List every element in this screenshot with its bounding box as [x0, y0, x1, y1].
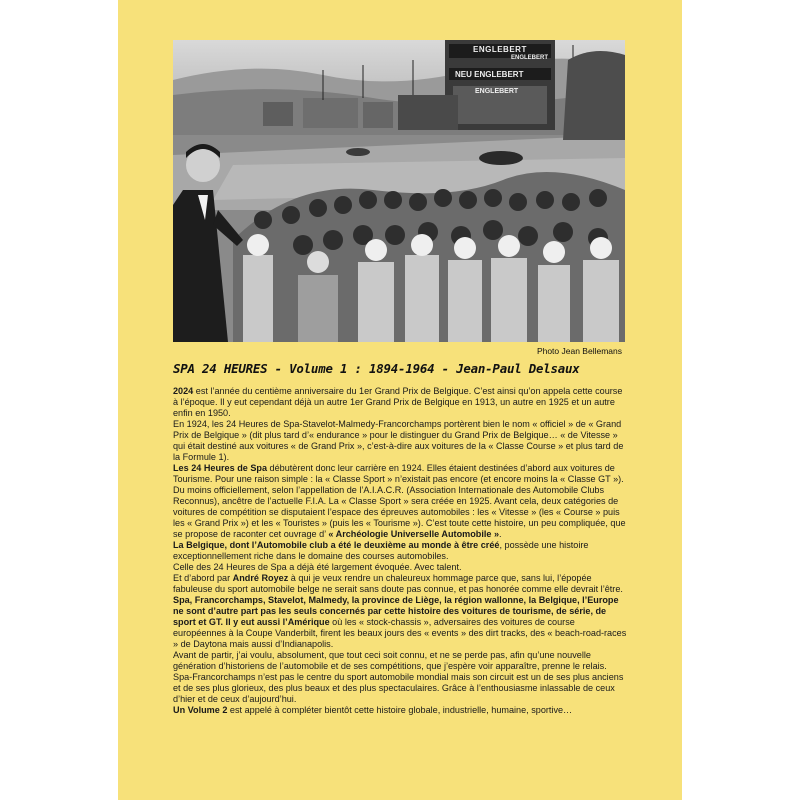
photo-credit: Photo Jean Bellemans [536, 346, 622, 356]
text: est appelé à compléter bientôt cette histoire globale, industrielle, humaine, sportive… [227, 705, 573, 715]
text: est l’année du centième anniversaire du 1er Grand Prix de Belgique. C’est ainsi qu’on appela cette course à l’époque. Il y eut cependant déjà un autre 1er Grand Prix de Belgique en 1913, un autre en 1925 et un autre enfin en 1950. [173, 386, 623, 418]
sign-englebert-3: ENGLEBERT [475, 88, 519, 95]
paragraph [173, 573, 628, 595]
bold-text: André Royez [232, 573, 289, 583]
text: Avant de partir, j’ai voulu, absolument, que tout ceci soit connu, et ne se perde pas, afin qu’une nouvelle génération d’historiens de l’automobile et de ses compétitions, que j’espère voir apparaître, prenne le relais. Spa-Francorchamps n’est pas le centre du sport automobile mondial mais son circuit est un de ses plus anciens et de ses plus glorieux, des plus beaux et des plus spectaculaires. Grâce à l’enthousiasme inlassable de ceux d’hier et de ceux d’aujourd’hui. [173, 650, 624, 704]
bold-text: « Archéologie Universelle Automobile » [328, 529, 500, 539]
paragraph [173, 540, 628, 562]
text: . [499, 529, 502, 539]
text: à qui je veux rendre un chaleureux hommage parce que, sans lui, l’épopée fabuleuse du sport automobile belge ne serait sans doute pas connue, et pas honorée comme elle devrait l’être. [173, 573, 623, 594]
text: débutèrent donc leur carrière en 1924. Elles étaient destinées d’abord aux voitures de Tourisme. Pour une raison simple : la « Classe Sport » n’existait pas encore (et encore moins la « Classe GT »). Du moins officiellement, selon l’appellation de l’A.I.A.C.R. (Association Internationale des Automobile Clubs Reconnus), ancêtre de l’actuelle F.I.A. La « Classe Sport » sera créée en 1925. Avant cela, deux catégories de voitures de compétition se disputaient l’espace des épreuves automobiles : les « Vitesse » (les « Course » puis les « Grand Prix ») et les « Touristes » (puis les « Tourisme »). C’est toute cette histoire, un peu compliquée, que se propose de raconter cet ouvrage d’ [173, 463, 626, 539]
bold-text: Les 24 Heures de Spa [173, 463, 268, 473]
paragraph [173, 650, 628, 705]
race-photo-image [173, 40, 625, 342]
sign-englebert-1: ENGLEBERT [473, 45, 527, 54]
description-text [173, 386, 628, 716]
sign-neu-englebert: NEU ENGLEBERT [455, 70, 524, 79]
paragraph [173, 595, 628, 650]
paragraph [173, 386, 628, 419]
bold-text: Un Volume 2 [173, 705, 228, 715]
race-photo [173, 40, 625, 342]
text: Et d’abord par [173, 573, 233, 583]
paragraph [173, 463, 628, 540]
bold-text: Spa, Francorchamps, Stavelot, Malmedy, la province de Liège, la région wallonne, la Belgique, l’Europe ne sont d’autre part pas les seuls concernés par cette histoire des voitures de tourisme, de série, de sport et GT. Il y eut aussi l’Amérique [173, 595, 619, 627]
text: Celle des 24 Heures de Spa a déjà été largement évoquée. Avec talent. [173, 562, 462, 572]
sign-englebert-2: ENGLEBERT [511, 55, 549, 61]
bold-text: La Belgique, dont l’Automobile club a été le deuxième au monde à être créé [173, 540, 500, 550]
paragraph [173, 419, 628, 463]
bold-text: 2024 [173, 386, 194, 396]
text: En 1924, les 24 Heures de Spa-Stavelot-Malmedy-Francorchamps portèrent bien le nom « officiel » de « Grand Prix de Belgique » (dit plus tard d’« endurance » pour le distinguer du Grand Prix de Belgique… « de Vitesse » qui était destiné aux voitures « de Grand Prix », c’est-à-dire aux voitures de la « Classe Course » et plus tard de la Formule 1). [173, 419, 624, 462]
paragraph [173, 705, 628, 716]
text: , possède une histoire exceptionnellement riche dans le domaine des courses automobiles. [173, 540, 589, 561]
book-title: SPA 24 HEURES - Volume 1 : 1894-1964 - Jean-Paul Delsaux [173, 361, 580, 376]
book-back-cover [118, 0, 682, 800]
paragraph [173, 562, 628, 573]
text: où les « stock-chassis », adversaires des voitures de course européennes à la Coupe Vanderbilt, firent les beaux jours des « events » des dirt tracks, des « beach-road-races » de Daytona mais aussi d’Indianapolis. [173, 617, 627, 649]
